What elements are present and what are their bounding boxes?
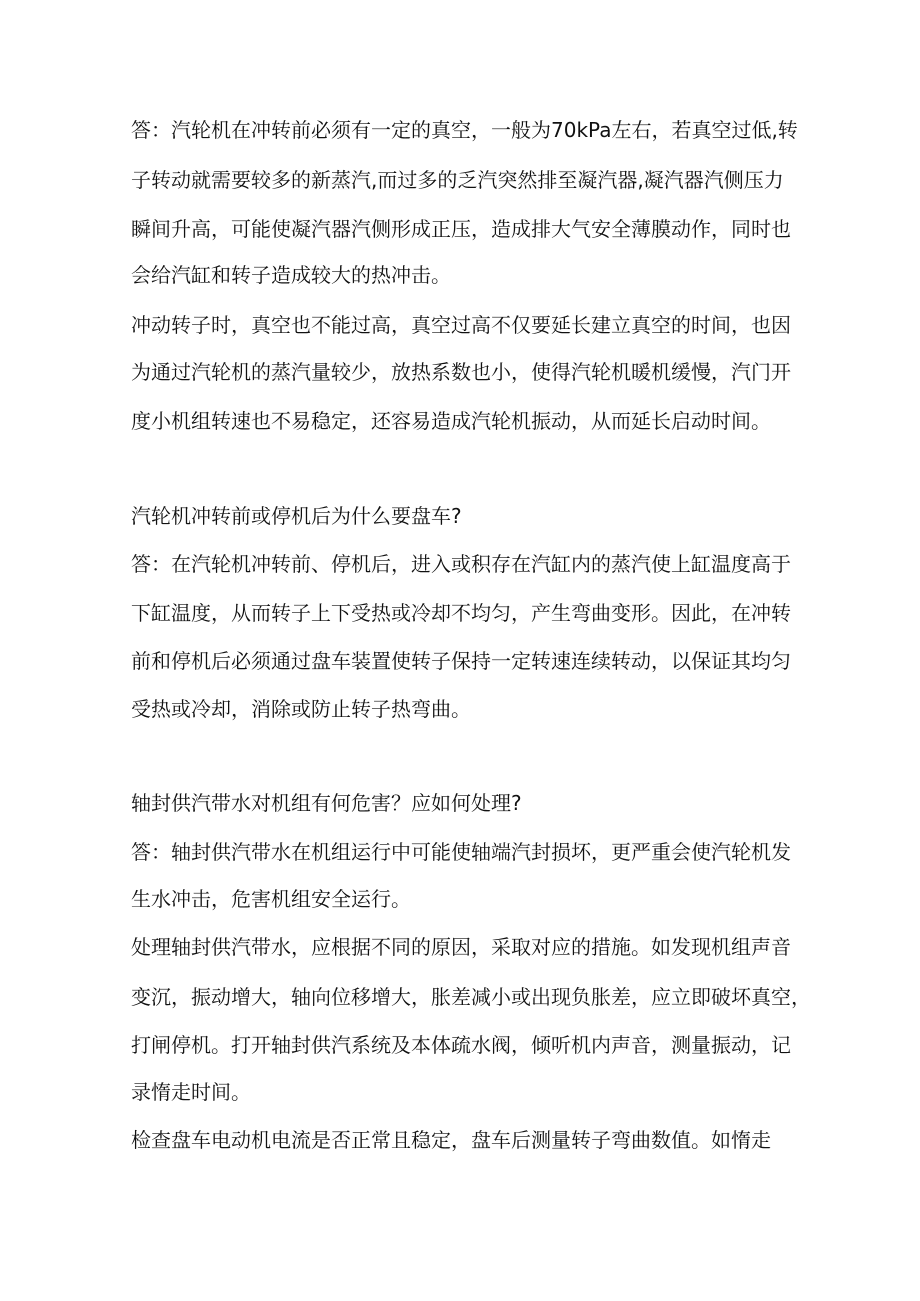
- text-line: 瞬间升高，可能使凝汽器汽侧形成正压，造成排大气安全薄膜动作，同时也: [131, 217, 791, 241]
- question-heading: 轴封供汽带水对机组有何危害？应如何处理?: [131, 791, 522, 815]
- text-line: 检查盘车电动机电流是否正常且稳定，盘车后测量转子弯曲数值。如惰走: [131, 1128, 771, 1152]
- text-line: 子转动就需要较多的新蒸汽,而过多的乏汽突然排至凝汽器,凝汽器汽侧压力: [131, 168, 784, 192]
- text-line: 生水冲击，危害机组安全运行。: [131, 887, 411, 911]
- text-line: 度小机组转速也不易稳定，还容易造成汽轮机振动，从而延长启动时间。: [131, 409, 771, 433]
- text-line: 前和停机后必须通过盘车装置使转子保持一定转速连续转动，以保证其均匀: [131, 649, 791, 673]
- text-line: 答：在汽轮机冲转前、停机后，进入或积存在汽缸内的蒸汽使上缸温度高于: [131, 552, 791, 576]
- text-line: 打闸停机。打开轴封供汽系统及本体疏水阀，倾听机内声音，测量振动，记: [131, 1033, 791, 1057]
- text-line: 受热或冷却，消除或防止转子热弯曲。: [131, 697, 471, 721]
- text-line: 答：汽轮机在冲转前必须有一定的真空，一般为70kPa左右，若真空过低,转: [131, 118, 798, 142]
- text-line: 冲动转子时，真空也不能过高，真空过高不仅要延长建立真空的时间，也因: [131, 313, 791, 337]
- text-line: 下缸温度，从而转子上下受热或冷却不均匀，产生弯曲变形。因此，在冲转: [131, 601, 791, 625]
- text-line: 答：轴封供汽带水在机组运行中可能使轴端汽封损坏，更严重会使汽轮机发: [131, 840, 791, 864]
- text-line: 为通过汽轮机的蒸汽量较少，放热系数也小，使得汽轮机暖机缓慢，汽门开: [131, 360, 791, 384]
- text-line: 处理轴封供汽带水，应根据不同的原因，采取对应的措施。如发现机组声音: [131, 935, 791, 959]
- text-line: 录惰走时间。: [131, 1080, 251, 1104]
- text-line: 变沉，振动增大，轴向位移增大，胀差减小或出现负胀差，应立即破坏真空，: [131, 985, 811, 1009]
- text-line: 会给汽缸和转子造成较大的热冲击。: [131, 263, 451, 287]
- question-heading: 汽轮机冲转前或停机后为什么要盘车?: [131, 504, 462, 528]
